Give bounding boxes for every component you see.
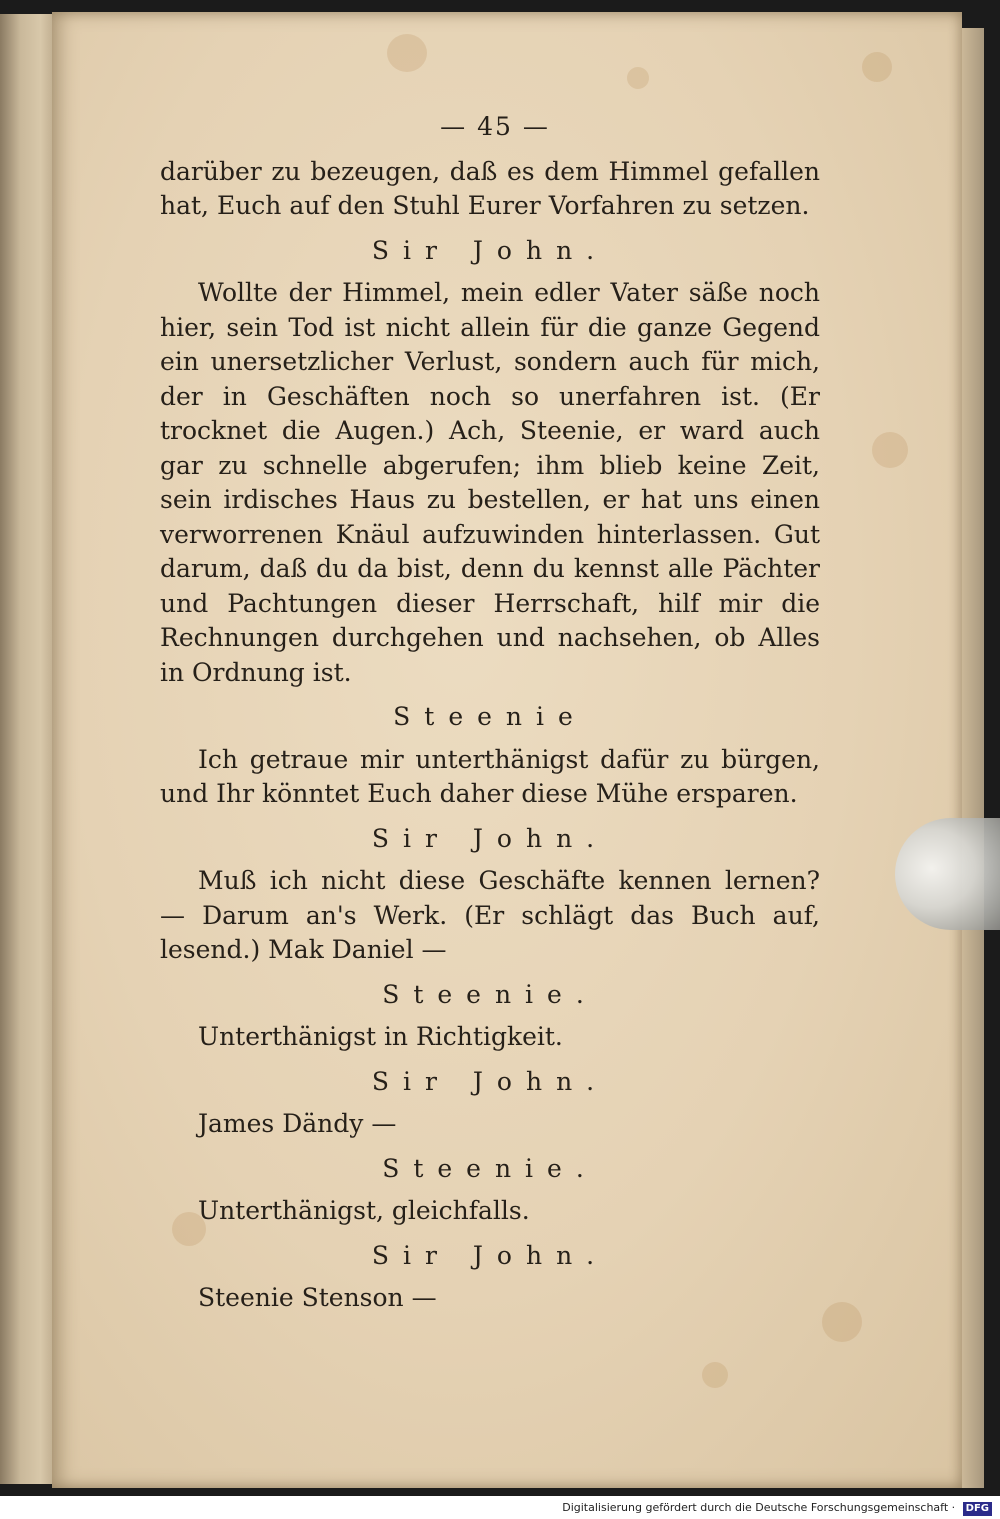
dialogue-paragraph: Wollte der Himmel, mein edler Vater säße noch hier, sein Tod ist nicht allein für die ganze Gegend ein unersetzlicher Verlust, sondern auch für mich, der in Geschäften noch so unerfahren ist. (Er trocknet die Augen.) Ach, Steenie, er ward auch gar zu schnelle abgerufen; ihm blieb keine Zeit, sein irdisches Haus zu bestellen, er hat uns einen verworrenen Knäul aufzuwinden hinterlassen. Gut darum, daß du da bist, denn du kennst alle Pächter und Pachtungen dieser Herrschaft, hilf mir die Rechnungen durchgehen und nachsehen, ob Alles in Ordnung ist. <box>160 278 820 687</box>
dialogue-line: Unterthänigst, gleichfalls. <box>198 1196 530 1225</box>
footer-text: Digitalisierung gefördert durch die Deutsche Forschungsgemeinschaft · <box>562 1501 956 1514</box>
facing-page-edge <box>0 14 60 1484</box>
page-clip <box>895 818 1000 930</box>
speaker-heading: Steenie. <box>382 1153 598 1183</box>
speaker-heading: Steenie. <box>382 979 598 1009</box>
speaker-heading: Steenie <box>393 702 587 731</box>
dialogue-paragraph: darüber zu bezeugen, daß es dem Himmel gefallen hat, Euch auf den Stuhl Eurer Vorfahren zu setzen. <box>160 156 820 220</box>
dialogue-paragraph: Muß ich nicht diese Geschäfte kennen lernen? — Darum an's Werk. (Er schlägt das Buch auf, lesend.) Mak Daniel — <box>160 866 820 964</box>
footer-credit <box>0 1496 1000 1519</box>
speaker-heading: Sir John. <box>371 823 609 853</box>
speaker-heading: Sir John. <box>371 1066 609 1096</box>
dialogue-line: James Dändy — <box>198 1109 397 1138</box>
speaker-heading: Sir John. <box>371 235 609 265</box>
page-text <box>160 110 820 1316</box>
dialogue-paragraph: Ich getraue mir unterthänigst dafür zu bürgen, und Ihr könntet Euch daher diese Mühe ersparen. <box>160 744 820 808</box>
dialogue-line: Unterthänigst in Richtigkeit. <box>198 1022 563 1051</box>
dfg-logo: DFG <box>963 1502 992 1516</box>
speaker-heading: Sir John. <box>371 1240 609 1270</box>
page-edge <box>962 28 984 1488</box>
dialogue-line: Steenie Stenson — <box>198 1283 437 1312</box>
page-number: — 45 — <box>440 112 550 141</box>
